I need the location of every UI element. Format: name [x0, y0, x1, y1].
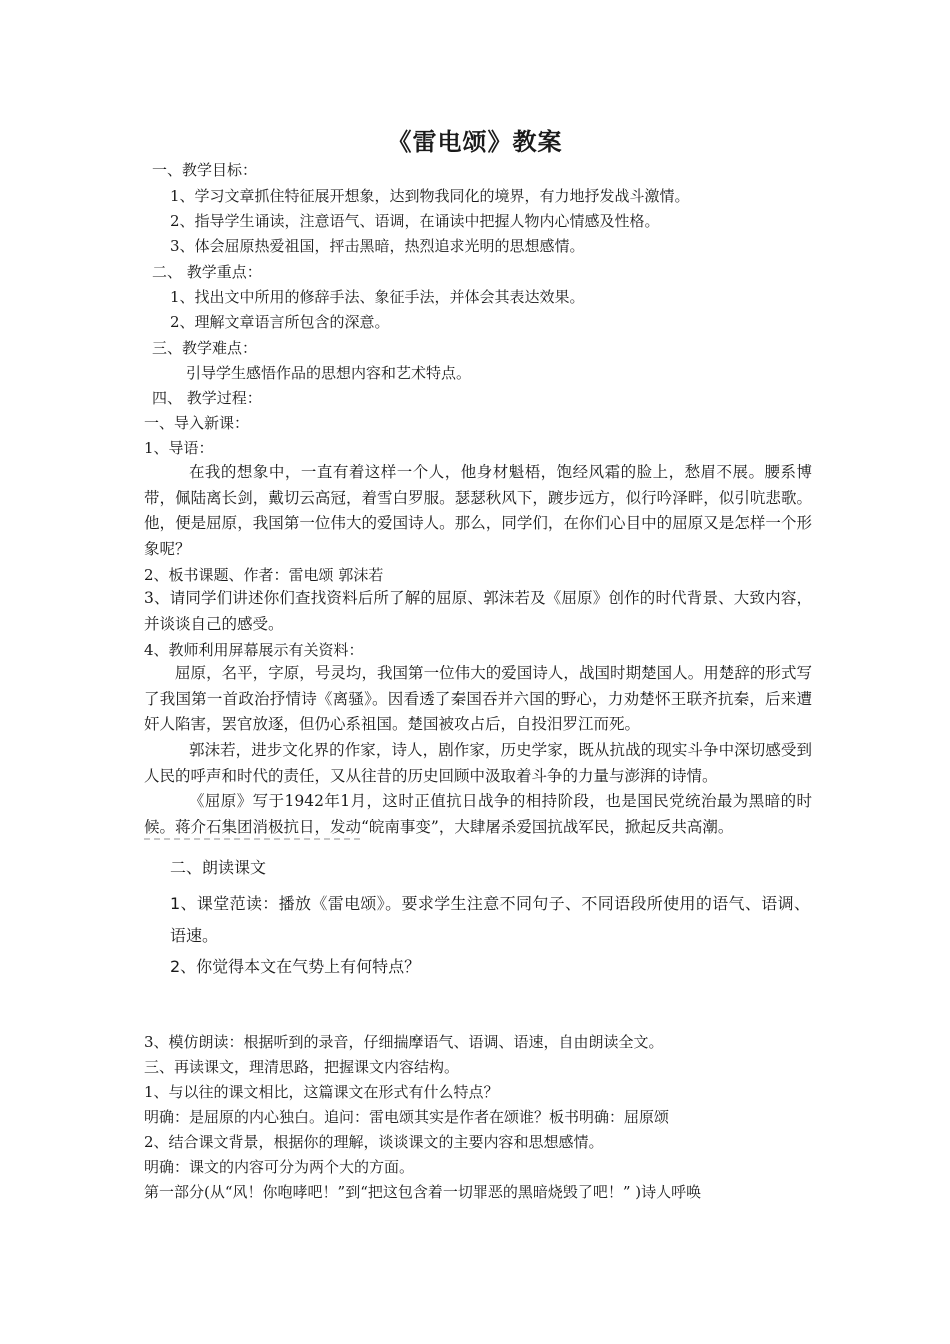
- reading-item: 2、你觉得本文在气势上有何特点？: [170, 957, 421, 976]
- subsection-heading-intro: 一、导入新课：: [144, 414, 250, 432]
- key-point-item: 1、找出文中所用的修辞手法、象征手法，并体会其表达效果。: [170, 288, 585, 306]
- question-item: 2、结合课文背景，根据你的理解，谈谈课文的主要内容和思想感情。: [144, 1133, 604, 1151]
- question-item: 1、与以往的课文相比，这篇课文在形式有什么特点？: [144, 1083, 499, 1101]
- objective-item: 3、体会屈原热爱祖国，抨击黑暗，热烈追求光明的思想感情。: [170, 237, 585, 255]
- process-item: 4、教师利用屏幕展示有关资料：: [144, 641, 364, 659]
- background-paragraph: 《屈原》写于1942年1月，这时正值抗日战争的相持阶段，也是国民党统治最为黑暗的时候。蒋介石集团消极抗日，发动“皖南事变”，大肆屠杀爱国抗战军民，掀起反共高潮。: [144, 792, 812, 836]
- key-point-item: 2、理解文章语言所包含的深意。: [170, 313, 390, 331]
- process-item: 3、请同学们讲述你们查找资料后所了解的屈原、郭沫若及《屈原》创作的时代背景、大致内容，并谈谈自己的感受。: [144, 589, 812, 633]
- part-description: 第一部分(从“风！你咆哮吧！”到“把这包含着一切罪恶的黑暗烧毁了吧！” )诗人呼唤: [144, 1183, 702, 1201]
- document-title: 《雷电颂》教案: [387, 128, 563, 156]
- subsection-heading-reread: 三、再读课文，理清思路，把握课文内容结构。: [144, 1058, 460, 1076]
- quyuan-paragraph: 屈原，名平，字原，号灵均，我国第一位伟大的爱国诗人，战国时期楚国人。用楚辞的形式写了我国第一首政治抒情诗《离骚》。因看透了秦国吞并六国的野心，力劝楚怀王联齐抗秦，后来遭奸人陷害，罢官放逐，但仍心系祖国。楚国被攻占后，自投汨罗江而死。: [144, 664, 812, 733]
- objective-item: 2、指导学生诵读，注意语气、语调，在诵读中把握人物内心情感及性格。: [170, 212, 660, 230]
- section-heading-objectives: 一、教学目标：: [152, 161, 258, 179]
- reading-item: 3、模仿朗读：根据听到的录音，仔细揣摩语气、语调、语速，自由朗读全文。: [144, 1033, 664, 1051]
- section-heading-difficulties: 三、教学难点：: [152, 339, 258, 357]
- answer-item: 明确：课文的内容可分为两个大的方面。: [144, 1158, 415, 1176]
- process-item: 2、板书课题、作者：雷电颂 郭沫若: [144, 566, 384, 584]
- intro-paragraph: 在我的想象中，一直有着这样一个人，他身材魁梧，饱经风霜的脸上，愁眉不展。腰系博带，佩陆离长剑，戴切云高冠，着雪白罗服。瑟瑟秋风下，踱步远方，似行吟泽畔，似引吭悲歌。他，便是屈原，我国第一位伟大的爱国诗人。那么，同学们，在你们心目中的屈原又是怎样一个形象呢？: [144, 463, 812, 558]
- section-heading-process: 四、 教学过程：: [152, 389, 262, 407]
- intro-label: 1、导语：: [144, 439, 214, 457]
- subsection-heading-reading: 二、朗读课文: [170, 858, 267, 877]
- reading-item: 1、课堂范读：播放《雷电颂》。要求学生注意不同句子、不同语段所使用的语气、语调、语速。: [170, 894, 810, 945]
- section-heading-key-points: 二、 教学重点：: [152, 263, 262, 281]
- scan-artifact: [144, 834, 364, 842]
- guomoruo-paragraph: 郭沫若，进步文化界的作家，诗人，剧作家，历史学家，既从抗战的现实斗争中深切感受到人民的呼声和时代的责任，又从往昔的历史回顾中汲取着斗争的力量与澎湃的诗情。: [144, 741, 812, 785]
- difficulty-text: 引导学生感悟作品的思想内容和艺术特点。: [186, 364, 472, 382]
- objective-item: 1、学习文章抓住特征展开想象，达到物我同化的境界，有力地抒发战斗激情。: [170, 187, 690, 205]
- answer-item: 明确：是屈原的内心独白。追问：雷电颂其实是作者在颂谁？板书明确：屈原颂: [144, 1108, 670, 1126]
